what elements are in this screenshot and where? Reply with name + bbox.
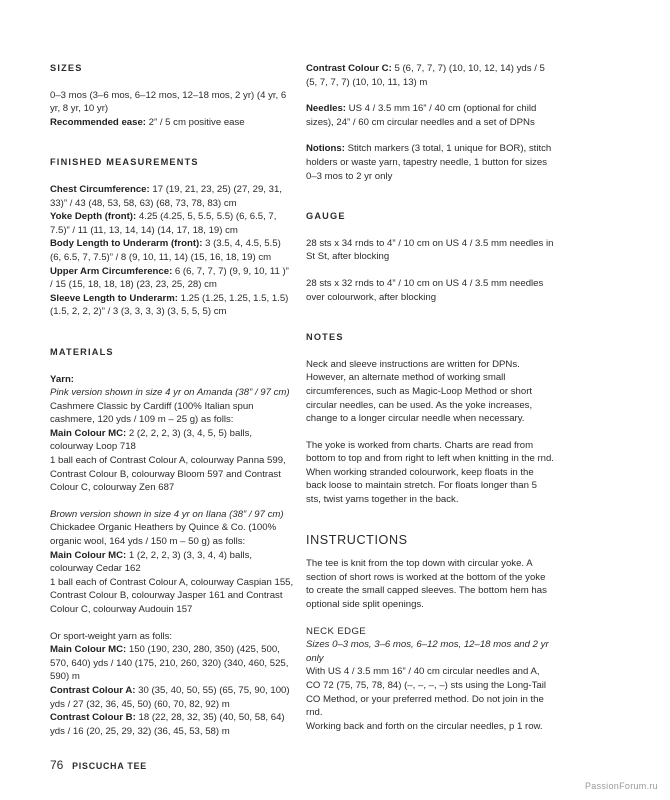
sport-c-label: Contrast Colour C: bbox=[306, 63, 392, 74]
neck-edge-heading: NECK EDGE bbox=[306, 625, 367, 637]
neck-edge-paragraph-1: With US 4 / 3.5 mm 16” / 40 cm circular needles and A, CO 72 (75, 75, 78, 84) (–, –, –, –) sts using the Long-Tail CO Method, or your preferred method. Do not join in the rnd. bbox=[306, 666, 546, 719]
materials-heading: MATERIALS bbox=[50, 346, 114, 357]
brown-title-text: Brown version shown in size 4 yr on Ilana (38” / 97 cm) bbox=[50, 508, 284, 520]
ease-value: 2” / 5 cm positive ease bbox=[145, 116, 245, 128]
sizes-heading: SIZES bbox=[50, 63, 83, 73]
neck-sizes-text: Sizes 0–3 mos, 3–6 mos, 6–12 mos, 12–18 mos and 2 yr only bbox=[306, 639, 549, 664]
pink-main-colour bbox=[50, 427, 294, 454]
sport-contrast-c bbox=[306, 62, 554, 89]
measurement-chest bbox=[50, 183, 294, 210]
measurement-label: Yoke Depth (front): bbox=[50, 211, 137, 223]
needles-label: Needles: bbox=[306, 103, 346, 115]
brown-mc-value: 1 (2, 2, 2, 3) (3, 3, 4, 4) balls, colourway Cedar 162 bbox=[50, 549, 253, 575]
pattern-title: PISCUCHA TEE bbox=[72, 761, 147, 771]
measurement-label: Body Length to Underarm (front): bbox=[50, 238, 203, 250]
sport-c-value: 5 (6, 7, 7, 7) (10, 10, 12, 14) yds / 5 (5, 7, 7, 7) (10, 10, 11, 13) m bbox=[306, 63, 545, 88]
measurement-value: 4.25 (4.25, 5, 5.5, 5.5) (6, 6.5, 7, 7.5)” / 11 (11, 13, 14, 14) (14, 17, 18, 19) cm bbox=[50, 211, 277, 236]
measurement-upper-arm bbox=[50, 265, 294, 292]
notions-label: Notions: bbox=[306, 143, 345, 155]
measurement-value: 17 (19, 21, 23, 25) (27, 29, 31, 33)” / 43 (48, 53, 58, 63) (68, 73, 78, 83) cm bbox=[50, 183, 282, 209]
measurement-yoke bbox=[50, 210, 294, 237]
page-number: 76 bbox=[50, 758, 64, 772]
gauge-colourwork: 28 sts x 32 rnds to 4” / 10 cm on US 4 / 3.5 mm needles over colourwork, after blocking bbox=[306, 277, 544, 303]
notes-paragraph-1: Neck and sleeve instructions are written for DPNs. However, an alternate method of working small circumferences, such as Magic-Loop Method or short circular needles, can be used. As the yoke increases, change to a longer circular needle when necessary. bbox=[306, 358, 533, 425]
measurement-body bbox=[50, 237, 294, 264]
left-column bbox=[50, 62, 294, 738]
measurement-value: 1.25 (1.25, 1.25, 1.5, 1.5) (1.5, 2, 2, 2)” / 3 (3, 3, 3, 3) (3, 5, 5, 5) cm bbox=[50, 292, 289, 318]
sport-contrast-b bbox=[50, 711, 294, 738]
measurement-label: Sleeve Length to Underarm: bbox=[50, 292, 178, 304]
sport-a-label: Contrast Colour A: bbox=[50, 684, 136, 696]
brown-contrast-colours: 1 ball each of Contrast Colour A, colourway Caspian 155, Contrast Colour B, colourway Jasper 161 and Contrast Colour C, colourway Audouin 157 bbox=[50, 576, 294, 615]
brown-mc-label: Main Colour MC: bbox=[50, 549, 127, 561]
pink-version-title bbox=[50, 386, 294, 400]
watermark: PassionForum.ru bbox=[584, 781, 658, 791]
sport-contrast-a bbox=[50, 684, 294, 711]
gauge-stockinette: 28 sts x 34 rnds to 4” / 10 cm on US 4 / 3.5 mm needles in St St, after blocking bbox=[306, 237, 554, 263]
sport-main-colour bbox=[50, 643, 294, 684]
neck-edge-paragraph-2: Working back and forth on the circular needles, p 1 row. bbox=[306, 720, 543, 732]
notes-paragraph-2: The yoke is worked from charts. Charts are read from bottom to top and from right to left when knitting in the rnd. When working stranded colourwork, keep floats in the back loose to maintain stretch. For floats longer than 5 sts, twist yarns together in the back. bbox=[306, 439, 554, 506]
sport-weight-intro: Or sport-weight yarn as folls: bbox=[50, 630, 173, 642]
notions bbox=[306, 142, 554, 183]
instructions-paragraph: The tee is knit from the top down with circular yoke. A section of short rows is worked at the bottom of the yoke to create the small capped sleeves. The bottom hem has optional side split openings. bbox=[306, 558, 547, 611]
notions-value: Stitch markers (3 total, 1 unique for BOR), stitch holders or waste yarn, tapestry needle, 1 button for sizes 0–3 mos to 2 yr only bbox=[306, 143, 552, 182]
yarn-label-text: Yarn: bbox=[50, 373, 74, 385]
sport-b-label: Contrast Colour B: bbox=[50, 712, 136, 724]
neck-edge-sizes bbox=[306, 638, 554, 665]
measurement-sleeve bbox=[50, 292, 294, 319]
recommended-ease bbox=[50, 116, 294, 130]
yarn-label bbox=[50, 373, 294, 387]
needles bbox=[306, 102, 554, 129]
right-column bbox=[306, 62, 554, 733]
gauge-heading: GAUGE bbox=[306, 211, 346, 222]
pink-yarn-description: Cashmere Classic by Cardiff (100% Italian spun cashmere, 120 yds / 109 m – 25 g) as folls: bbox=[50, 400, 254, 426]
brown-version-title bbox=[50, 508, 294, 522]
notes-heading: NOTES bbox=[306, 332, 344, 343]
page-footer bbox=[50, 758, 147, 774]
pink-mc-label: Main Colour MC: bbox=[50, 427, 127, 439]
sport-mc-label: Main Colour MC: bbox=[50, 644, 127, 656]
measurement-label: Chest Circumference: bbox=[50, 183, 150, 195]
ease-label: Recommended ease: bbox=[50, 116, 146, 128]
sport-mc-value: 150 (190, 230, 280, 350) (425, 500, 570, 640) yds / 140 (175, 210, 260, 320) (340, 460, 525, 590) m bbox=[50, 644, 289, 683]
needles-value: US 4 / 3.5 mm 16” / 40 cm (optional for child sizes), 24” / 60 cm circular needles and a set of DPNs bbox=[306, 103, 537, 128]
pink-contrast-colours: 1 ball each of Contrast Colour A, colourway Panna 599, Contrast Colour B, colourway Bloom 597 and Contrast Colour C, colourway Zen 687 bbox=[50, 455, 286, 494]
instructions-heading: INSTRUCTIONS bbox=[306, 532, 408, 547]
brown-yarn-description: Chickadee Organic Heathers by Quince & Co. (100% organic wool, 164 yds / 150 m – 50 g) as folls: bbox=[50, 522, 277, 548]
sizes-line: 0–3 mos (3–6 mos, 6–12 mos, 12–18 mos, 2 yr) (4 yr, 6 yr, 8 yr, 10 yr) bbox=[50, 89, 287, 115]
measurement-value: 6 (6, 7, 7, 7) (9, 9, 10, 11 )” / 15 (15, 18, 18, 18) (23, 23, 25, 28) cm bbox=[50, 265, 289, 291]
brown-main-colour bbox=[50, 549, 294, 576]
sport-b-value: 18 (22, 28, 32, 35) (40, 50, 58, 64) yds / 16 (20, 25, 29, 32) (36, 45, 53, 58) m bbox=[50, 712, 285, 737]
pink-title-text: Pink version shown in size 4 yr on Amanda (38” / 97 cm) bbox=[50, 387, 290, 399]
sport-a-value: 30 (35, 40, 50, 55) (65, 75, 90, 100) yds / 27 (32, 36, 45, 50) (60, 70, 82, 92) m bbox=[50, 684, 290, 710]
pink-mc-value: 2 (2, 2, 2, 3) (3, 4, 5, 5) balls, colourway Loop 718 bbox=[50, 427, 253, 453]
finished-measurements-heading: FINISHED MEASUREMENTS bbox=[50, 157, 199, 168]
measurement-value: 3 (3.5, 4, 4.5, 5.5) (6, 6.5, 7, 7.5)” / 8 (9, 10, 11, 14) (15, 16, 18, 19) cm bbox=[50, 238, 281, 263]
measurement-label: Upper Arm Circumference: bbox=[50, 265, 173, 277]
